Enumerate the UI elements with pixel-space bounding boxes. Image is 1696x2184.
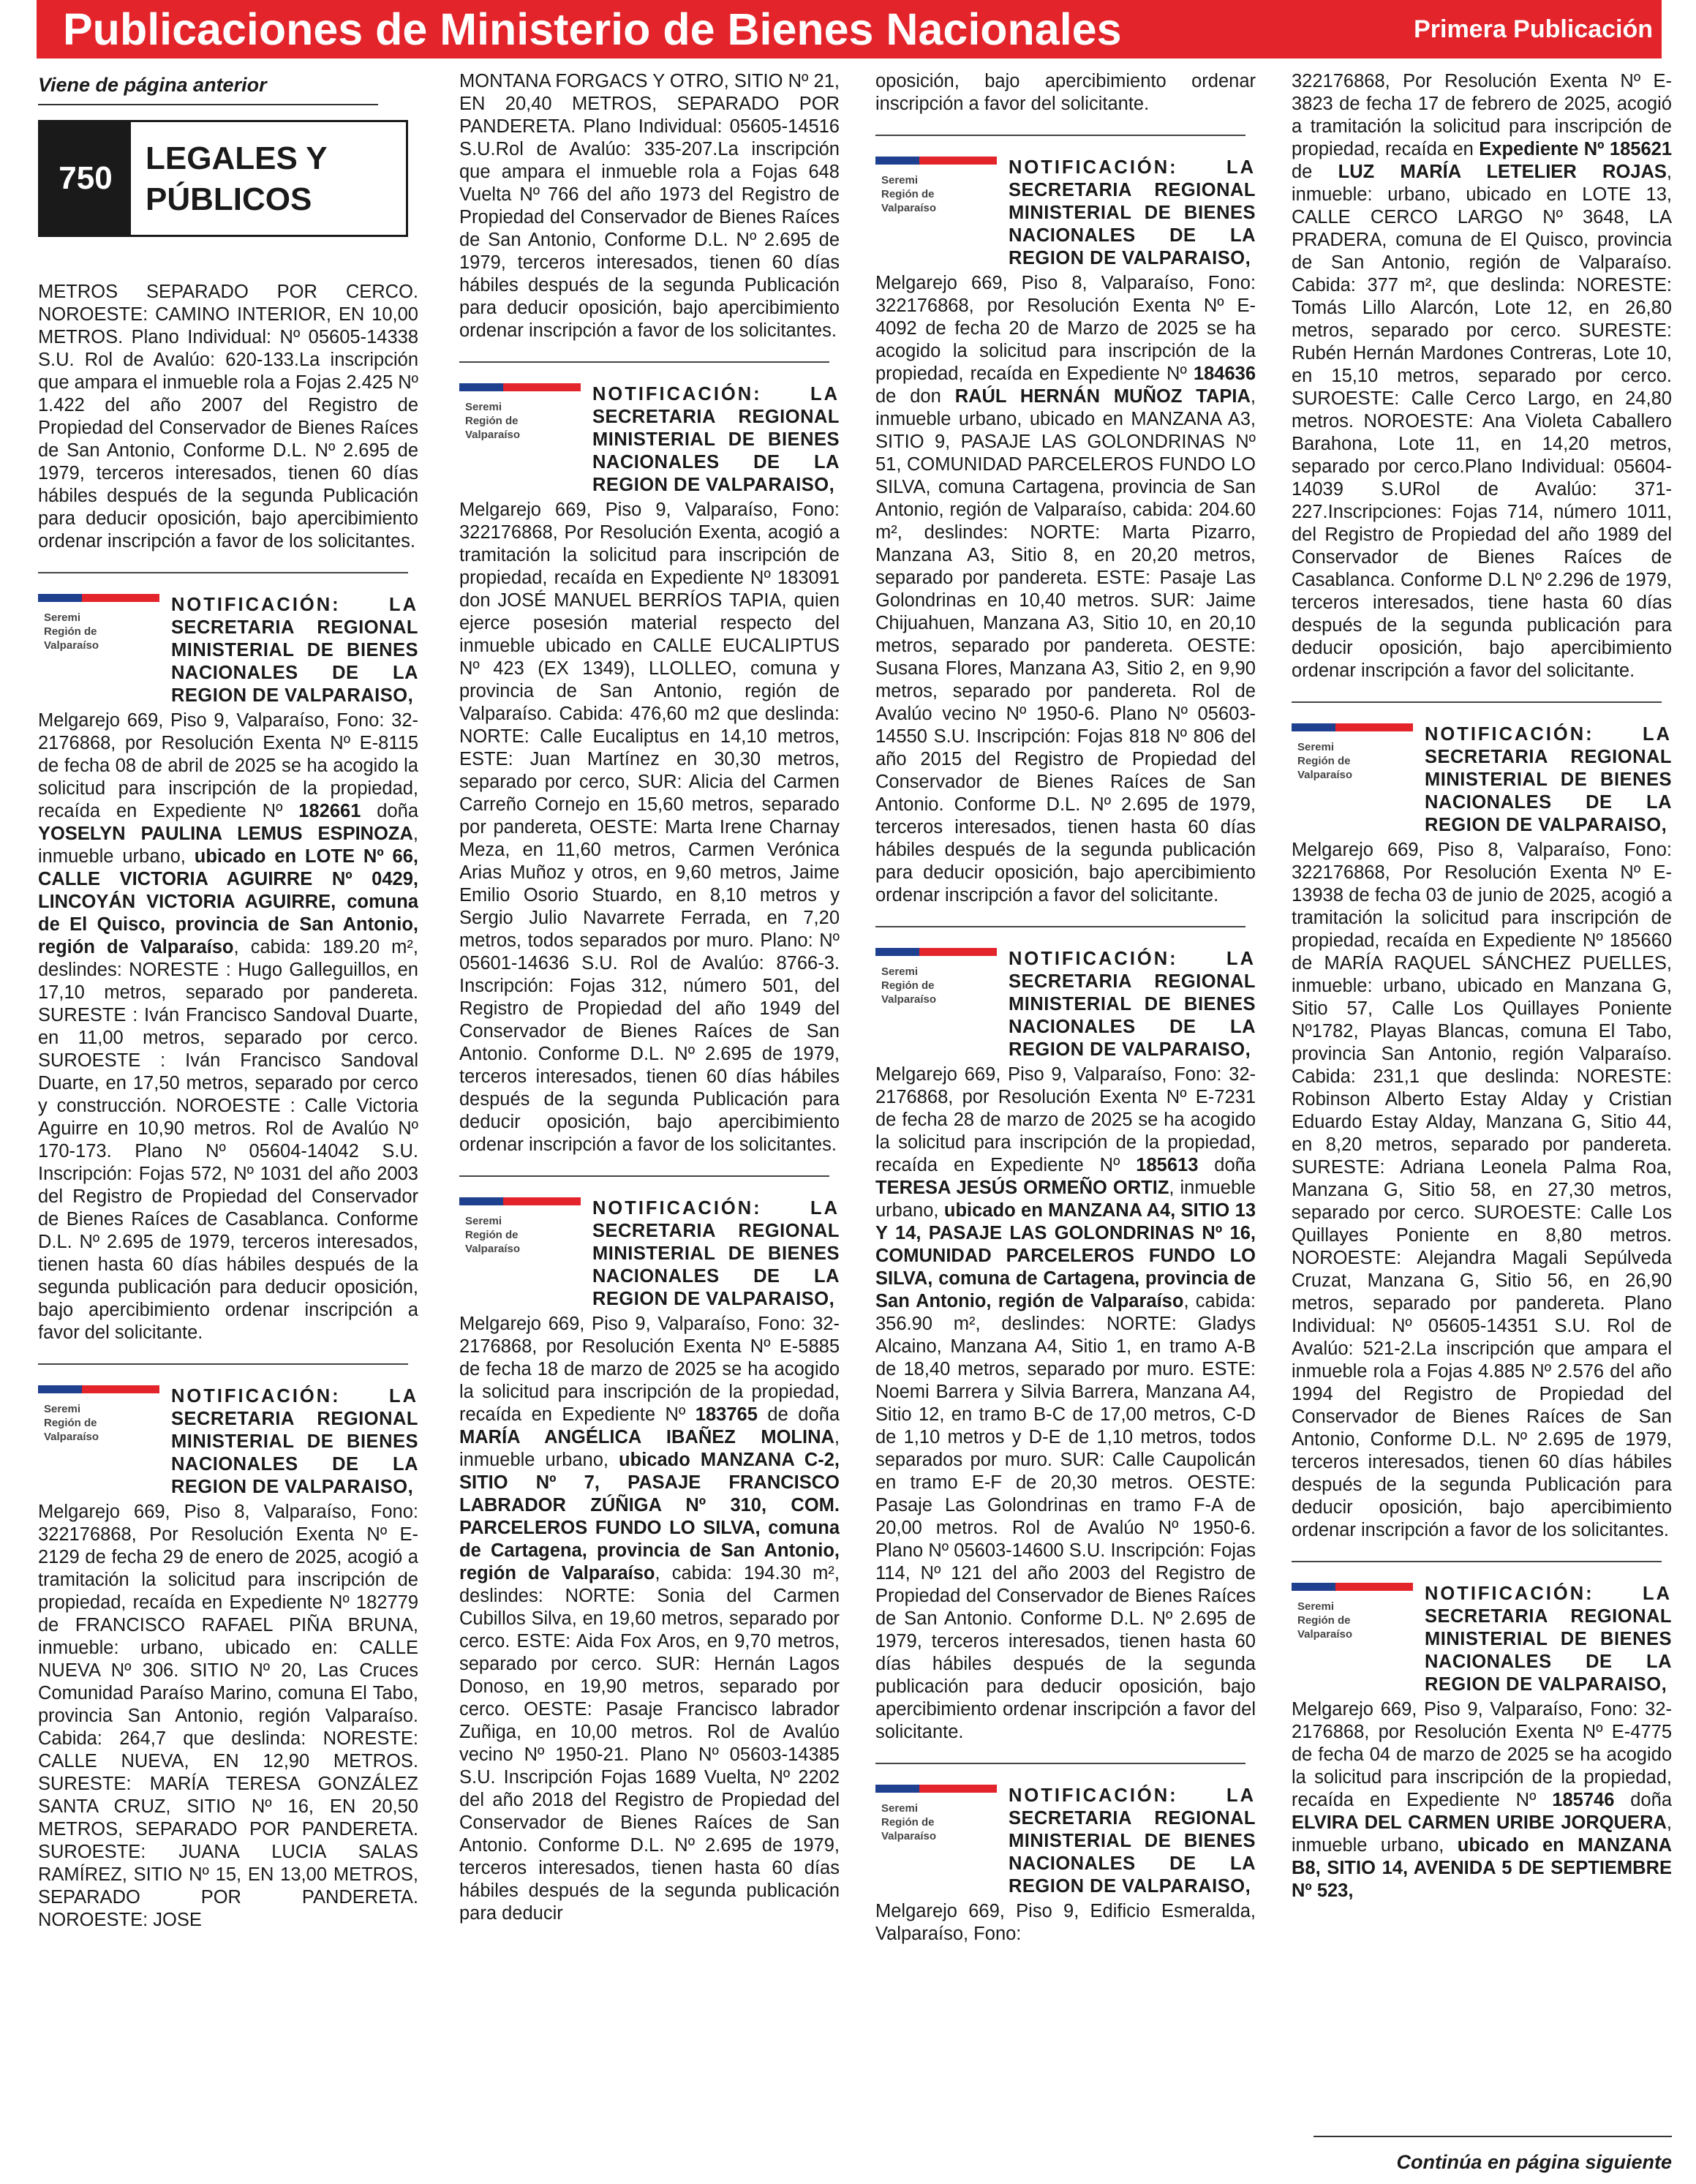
notice-heading	[1009, 948, 1256, 1061]
expediente-number: 184636	[1193, 364, 1256, 384]
seremi-logo-text: Seremi Región de Valparaíso	[44, 1403, 99, 1443]
seremi-logo	[1292, 723, 1413, 802]
notice-heading-label: NOTIFICACIÓN: LA	[592, 384, 840, 404]
seremi-logo-text: Seremi Región de Valparaíso	[881, 1802, 937, 1842]
column-4	[1292, 70, 1672, 2177]
notice-text: , inmueble urbano,	[1292, 1812, 1672, 1856]
expediente-number: Expediente Nº 185621	[1479, 139, 1672, 159]
notice-heading-body: SECRETARIA REGIONAL MINISTERIAL DE BIENES NACIONALES DE LA REGION DE VALPARAISO,	[1009, 180, 1256, 268]
notice-heading-label: NOTIFICACIÓN: LA	[1009, 1785, 1256, 1806]
notice-body	[875, 1063, 1256, 1744]
property-location: ubicado MANZANA C-2, SITIO Nº 7, PASAJE FRANCISCO LABRADOR ZÚÑIGA Nº 310, COM. PARCELEROS FUNDO LO SILVA, comuna de Cartagena, provincia de San Antonio, región de Valparaíso	[459, 1450, 840, 1584]
notice-heading	[1425, 723, 1672, 837]
notice-text: , inmueble urbano, ubicado en MANZANA A3, SITIO 9, PASAJE LAS GOLONDRINAS Nº 51, COMUNIDAD PARCELEROS FUNDO LO SILVA, comuna Cartagena, provincia de San Antonio, región de Valparaíso, cabida: 204.60 m², deslindes: NORTE: Marta Pizarro, Manzana A3, Sitio 8, en 20,20 metros, separado por pandereta. ESTE: Pasaje Las Golondrinas en 10,40 metros. SUR: Jaime Chijuahuen, Manzana A3, Sitio 10, en 20,10 metros, separado por pandereta. OESTE: Susana Flores, Manzana A3, Sitio 2, en 9,90 metros, separado por pandereta. Rol de Avalúo vecino Nº 1950-6. Plano Nº 05603-14550 S.U. Inscripción: Fojas 818 Nº 806 del año 2015 del Registro de Propiedad del Conservador de Bienes Raíces de San Antonio. Conforme D.L. Nº 2.695 de 1979, terceros interesados, tienen hasta 60 días hábiles después de la segunda publicación para deducir oposición, bajo apercibimiento ordenar inscripción a favor del solicitante.	[875, 386, 1256, 905]
notice-text: de don	[875, 386, 955, 407]
notice-heading	[1009, 1785, 1256, 1898]
divider	[875, 135, 1245, 136]
seremi-logo	[459, 383, 581, 462]
notice-text: , cabida: 356.90 m², deslindes: NORTE: Gladys Alcaino, Manzana A4, Sitio 1, en tramo A-B de 18,40 metros, separado por muro. ESTE: Noemi Barrera y Silvia Barrera, Manzana A4, Sitio 12, en tramo B-C de 17,00 metros, C-D de 1,10 metros y D-E de 1,10 metros, todos separados por muro. SUR: Calle Caupolicán en tramo E-F de 20,30 metros. OESTE: Pasaje Las Golondrinas en tramo F-A de 20,00 metros. Rol de Avalúo Nº 1950-6. Plano Nº 05603-14600 S.U. Inscripción: Fojas 114, Nº 121 del año 2003 del Registro de Propiedad del Conservador de Bienes Raíces de San Antonio. Conforme D.L. Nº 2.695 de 1979, terceros interesados, tienen hasta 60 días hábiles después de la segunda publicación para deducir oposición, bajo apercibimiento ordenar inscripción a favor del solicitante.	[875, 1291, 1256, 1742]
notice-text: de doña	[757, 1404, 840, 1425]
notice-heading-label: NOTIFICACIÓN: LA	[1009, 949, 1256, 969]
notice-body	[1292, 1698, 1672, 1902]
expediente-number: 183765	[695, 1404, 758, 1425]
notice-text: , inmueble: urbano, ubicado en LOTE 13, CALLE CERCO LARGO Nº 3648, LA PRADERA, comuna de El Quisco, provincia de San Antonio, región de Valparaíso. Cabida: 377 m², que deslinda: NORESTE: Tomás Lillo Alarcón, Lote 12, en 26,80 metros, separado por cerco. SURESTE: Rubén Hernán Mardones Contreras, Lote 10, en 15,10 metros, separado por cerco. SUROESTE: Calle Cerco Largo, en 24,80 metros. NOROESTE: Ana Violeta Caballero Barahona, Lote 11, en 14,20 metros, separado por cerco.Plano Individual: 05604-14039 S.URol de Avalúo: 371-227.Inscripciones: Fojas 714, número 1011, del Registro de Propiedad del año 1989 del Conservador de Bienes Raíces de Casablanca. Conforme D.L Nº 2.296 de 1979, terceros interesados, tiene hasta 60 días después de la segunda publicación para deducir oposición, bajo apercibimiento ordenar inscripción a favor del solicitante.	[1292, 162, 1672, 681]
notice-body: Melgarejo 669, Piso 8, Valparaíso, Fono: 322176868, Por Resolución Exenta Nº E-13938 de fecha 03 de junio de 2025, acogió a tramitación la solicitud para inscripción de propiedad, recaída en Expediente Nº 185660 de MARÍA RAQUEL SÁNCHEZ PUELLES, inmueble: urbano, ubicado en Manzana G, Sitio 57, Calle Los Quillayes Poniente Nº1782, Playas Blancas, comuna El Tabo, provincia San Antonio, región Valparaíso. Cabida: 231,1 que deslinda: NORESTE: Robinson Alberto Estay Alday y Cristian Eduardo Estay Alday, Manzana G, Sitio 44, en 8,20 metros, separado por pandereta. SURESTE: Adriana Leonela Palma Roa, Manzana G, Sitio 58, en 27,30 metros, separado por cerco. SUROESTE: Calle Los Quillayes Poniente en 8,80 metros. NOROESTE: Alejandra Magali Sepúlveda Cruzat, Manzana G, Sitio 56, en 26,90 metros, separado por pandereta. Plano Individual: Nº 05605-14351 S.U. Rol de Avalúo: 521-2.La inscripción que ampara el inmueble rola a Fojas 4.885 Nº 2.576 del año 1994 del Registro de Propiedad del Conservador de Bienes Raíces de San Antonio, Conforme D.L. Nº 2.695 de 1979, terceros interesados, tienen 60 días hábiles después de la segunda Publicación para deducir oposición, bajo apercibimiento ordenar inscripción a favor de los solicitantes.	[1292, 840, 1672, 1540]
property-location: ubicado en LOTE Nº 66, CALLE VICTORIA AGUIRRE Nº 0429, LINCOYÁN VICTORIA AGUIRRE, comuna de El Quisco, provincia de San Antonio, región de Valparaíso	[38, 846, 418, 957]
divider	[875, 926, 1245, 927]
notice	[38, 594, 418, 1344]
notice-heading-label: NOTIFICACIÓN: LA	[171, 1386, 418, 1407]
page-title: Publicaciones de Ministerio de Bienes Nacionales	[63, 4, 1122, 54]
seremi-logo	[875, 1785, 997, 1864]
notice-heading-body: SECRETARIA REGIONAL MINISTERIAL DE BIENES NACIONALES DE LA REGION DE VALPARAISO,	[1009, 971, 1256, 1060]
column-1	[38, 70, 418, 2177]
notice-heading	[1009, 157, 1256, 270]
notice-body: Melgarejo 669, Piso 9, Valparaíso, Fono: 322176868, Por Resolución Exenta, acogió a tramitación la solicitud para inscripción de propiedad, recaída en Expediente Nº 183091 don JOSÉ MANUEL BERRÍOS TAPIA, quien ejerce posesión material respecto del inmueble ubicado en CALLE EUCALIPTUS Nº 423 (EX 1349), LLOLLEO, comuna y provincia de San Antonio, región de Valparaíso. Cabida: 476,60 m2 que deslinda: NORTE: Calle Eucaliptus en 14,10 metros, ESTE: Juan Martínez en 30,30 metros, separado por cerco, SUR: Alicia del Carmen Carreño Cornejo en 15,60 metros, separado por pandereta, OESTE: Marta Irene Charnay Meza, en 11,60 metros, Carmen Verónica Arias Muñoz y otros, en 9,60 metros, Jaime Emilio Osorio Stuardo, en 8,10 metros y Sergio Julio Navarrete Ferrada, en 7,20 metros, todos separados por muro. Plano: Nº 05601-14636 S.U. Rol de Avalúo: 8766-3. Inscripción: Fojas 312, número 501, del Registro de Propiedad del año 1949 del Conservador de Bienes Raíces de San Antonio. Conforme D.L. Nº 2.695 de 1979, terceros interesados, tienen 60 días hábiles después de la segunda Publicación para deducir oposición, bajo apercibimiento ordenar inscripción a favor de los solicitantes.	[459, 500, 840, 1155]
notice-text: , inmueble urbano,	[875, 1178, 1256, 1221]
divider	[38, 572, 408, 573]
column-3	[875, 70, 1256, 2177]
notice-heading-label: NOTIFICACIÓN: LA	[1009, 157, 1256, 178]
notice	[875, 1785, 1256, 1946]
seremi-logo-text: Seremi Región de Valparaíso	[465, 1215, 521, 1255]
divider	[875, 1763, 1245, 1764]
applicant-name: RAÚL HERNÁN MUÑOZ TAPIA	[954, 386, 1251, 407]
notice-heading-body: SECRETARIA REGIONAL MINISTERIAL DE BIENES NACIONALES DE LA REGION DE VALPARAISO,	[1425, 1606, 1672, 1695]
notice-heading	[592, 383, 840, 497]
expediente-number: 185613	[1136, 1155, 1199, 1175]
seremi-logo-text: Seremi Región de Valparaíso	[1297, 741, 1353, 781]
notice-heading	[1425, 1583, 1672, 1696]
divider	[459, 361, 829, 363]
divider	[38, 1363, 408, 1365]
notice-continuation	[1292, 70, 1672, 682]
notice-body: Melgarejo 669, Piso 9, Edificio Esmeralda, Valparaíso, Fono:	[875, 1901, 1256, 1944]
section-title: LEGALES Y PÚBLICOS	[146, 140, 328, 217]
seremi-logo	[459, 1197, 581, 1276]
notice-text: Melgarejo 669, Piso 8, Valparaíso, Fono: 322176868, por Resolución Exenta Nº E-4092 de fecha 20 de Marzo de 2025 se ha acogido la solicitud para inscripción de la propiedad, recaída en Expediente Nº	[875, 273, 1256, 384]
notice-text: doña	[1198, 1155, 1256, 1175]
seremi-logo-text: Seremi Región de Valparaíso	[881, 965, 937, 1006]
divider	[1292, 1561, 1662, 1562]
notice-body	[875, 272, 1256, 907]
notice-heading	[171, 1385, 418, 1499]
seremi-logo-text: Seremi Región de Valparaíso	[44, 611, 99, 652]
notice-heading-body: SECRETARIA REGIONAL MINISTERIAL DE BIENES NACIONALES DE LA REGION DE VALPARAISO,	[171, 617, 418, 706]
seremi-logo	[1292, 1583, 1413, 1662]
notice	[875, 157, 1256, 907]
applicant-name: ELVIRA DEL CARMEN URIBE JORQUERA	[1292, 1812, 1667, 1833]
seremi-logo	[38, 594, 159, 673]
notice-text: Melgarejo 669, Piso 9, Valparaíso, Fono: 32-2176868, por Resolución Exenta Nº E-5885 de fecha 18 de marzo de 2025 se ha acogido la solicitud para inscripción de la propiedad, recaída en Expediente Nº	[459, 1314, 840, 1425]
page-header	[37, 0, 1662, 59]
notice-heading-body: SECRETARIA REGIONAL MINISTERIAL DE BIENES NACIONALES DE LA REGION DE VALPARAISO,	[171, 1409, 418, 1497]
notice-text: de	[1292, 162, 1338, 182]
notice-heading-label: NOTIFICACIÓN: LA	[1425, 1584, 1672, 1604]
notice-heading	[592, 1197, 840, 1311]
notice-text: , cabida: 189.20 m², deslindes: NORESTE : Hugo Galleguillos, en 17,10 metros, separado por pandereta. SURESTE : Iván Francisco Sandoval Duarte, en 11,00 metros, separado por cerco. SUROESTE : Iván Francisco Sandoval Duarte, en 17,50 metros, separado por cerco y construcción. NOROESTE : Calle Victoria Aguirre en 10,90 metros. Rol de Avalúo Nº 170-173. Plano Nº 05604-14042 S.U. Inscripción: Fojas 572, Nº 1031 del año 2003 del Registro de Propiedad del Conservador de Bienes Raíces de Casablanca. Conforme D.L. Nº 2.695 de 1979, terceros interesados, tienen hasta 60 días hábiles después de la segunda publicación para deducir oposición, bajo apercibimiento ordenar inscripción a favor del solicitante.	[38, 937, 418, 1343]
expediente-number: 185746	[1552, 1790, 1615, 1810]
notice-body	[459, 1313, 840, 1925]
applicant-name: LUZ MARÍA LETELIER ROJAS	[1338, 162, 1667, 182]
notice	[1292, 723, 1672, 1542]
applicant-name: MARÍA ANGÉLICA IBAÑEZ MOLINA	[459, 1427, 834, 1447]
notice-text: 322176868, Por Resolución Exenta Nº E-3823 de fecha 17 de febrero de 2025, acogió a tramitación la solicitud para inscripción de propiedad, recaída en	[1292, 71, 1672, 159]
divider	[459, 1175, 829, 1177]
applicant-name: TERESA JESÚS ORMEÑO ORTIZ	[875, 1178, 1169, 1198]
seremi-logo	[875, 157, 997, 236]
notice-heading-body: SECRETARIA REGIONAL MINISTERIAL DE BIENES NACIONALES DE LA REGION DE VALPARAISO,	[1009, 1808, 1256, 1897]
notice	[1292, 1583, 1672, 1902]
notice-text: doña	[1614, 1790, 1672, 1810]
notice-text: , cabida: 194.30 m², deslindes: NORTE: Sonia del Carmen Cubillos Silva, en 19,60 metros, separado por cerco. ESTE: Aida Fox Aros, en 9,70 metros, separado por cerco. SUR: Hernán Lagos Donoso, en 19,90 metros, separado por cerco. OESTE: Pasaje Francisco labrador Zuñiga, en 10,00 metros. Rol de Avalúo vecino Nº 1950-21. Plano Nº 05603-14385 S.U. Inscripción Fojas 1689 Vuelta, Nº 2202 del año 2018 del Registro de Propiedad del Conservador de Bienes Raíces de San Antonio. Conforme D.L. Nº 2.695 de 1979, terceros interesados, tienen hasta 60 días hábiles después de la segunda publicación para deducir	[459, 1563, 840, 1924]
seremi-logo	[38, 1385, 159, 1464]
notice-text: , inmueble urbano,	[459, 1427, 840, 1470]
continued-from-label: Viene de página anterior	[38, 70, 378, 105]
notice-heading	[171, 594, 418, 707]
notice-continuation: MONTANA FORGACS Y OTRO, SITIO Nº 21, EN 20,40 METROS, SEPARADO POR PANDERETA. Plano Individual: 05605-14516 S.U.Rol de Avalúo: 335-207.La inscripción que ampara el inmueble rola a Fojas 648 Vuelta Nº 766 del año 1973 del Registro de Propiedad del Conservador de Bienes Raíces de San Antonio, Conforme D.L. Nº 2.695 de 1979, terceros interesados, tienen 60 días hábiles después de la segunda Publicación para deducir oposición, bajo apercibimiento ordenar inscripción a favor de los solicitantes.	[459, 71, 840, 341]
divider	[1314, 2136, 1672, 2137]
notice	[459, 1197, 840, 1925]
notice-heading-label: NOTIFICACIÓN: LA	[171, 595, 418, 615]
notice-text: Melgarejo 669, Piso 9, Valparaíso, Fono: 32-2176868, por Resolución Exenta Nº E-8115 de fecha 08 de abril de 2025 se ha acogido la solicitud para inscripción de la propiedad, recaída en Expediente Nº	[38, 710, 418, 821]
property-location: ubicado en MANZANA B8, SITIO 14, AVENIDA 5 DE SEPTIEMBRE Nº 523,	[1292, 1835, 1672, 1901]
section-box	[38, 120, 408, 237]
notice	[875, 948, 1256, 1744]
publication-badge: Primera Publicación	[1414, 15, 1653, 43]
section-number: 750	[40, 122, 131, 235]
notice-continuation: oposición, bajo apercibimiento ordenar inscripción a favor del solicitante.	[875, 71, 1256, 114]
applicant-name: YOSELYN PAULINA LEMUS ESPINOZA	[38, 824, 413, 844]
notice-heading-body: SECRETARIA REGIONAL MINISTERIAL DE BIENES NACIONALES DE LA REGION DE VALPARAISO,	[592, 1221, 840, 1309]
notice-body: Melgarejo 669, Piso 8, Valparaíso, Fono: 322176868, Por Resolución Exenta Nº E-2129 de fecha 29 de enero de 2025, acogió a tramitación la solicitud para inscripción de propiedad, recaída en Expediente Nº 182779 de FRANCISCO RAFAEL PIÑA BRUNA, inmueble: urbano, ubicado en: CALLE NUEVA Nº 306. SITIO Nº 20, Las Cruces Comunidad Paraíso Marino, comuna El Tabo, provincia San Antonio, región Valparaíso. Cabida: 264,7 que deslinda: NORESTE: CALLE NUEVA, EN 12,90 METROS. SURESTE: MARÍA TERESA GONZÁLEZ SANTA CRUZ, SITIO Nº 16, EN 20,50 METROS, SEPARADO POR PANDERETA. SUROESTE: JUANA LUCIA SALAS RAMÍREZ, SITIO Nº 15, EN 13,00 METROS, SEPARADO POR PANDERETA. NOROESTE: JOSE	[38, 1502, 418, 1930]
notice-heading-body: SECRETARIA REGIONAL MINISTERIAL DE BIENES NACIONALES DE LA REGION DE VALPARAISO,	[592, 407, 840, 495]
notice-text: Melgarejo 669, Piso 9, Valparaíso, Fono: 32-2176868, por Resolución Exenta Nº E-4775 de fecha 04 de marzo de 2025 se ha acogido la solicitud para inscripción de la propiedad, recaída en Expediente Nº	[1292, 1699, 1672, 1810]
expediente-number: 182661	[298, 801, 361, 821]
notice-text: Melgarejo 669, Piso 9, Valparaíso, Fono: 32-2176868, por Resolución Exenta Nº E-7231 de fecha 28 de marzo de 2025 se ha acogido la solicitud para inscripción de la propiedad, recaída en Expediente Nº	[875, 1064, 1256, 1175]
notice-body	[38, 709, 418, 1344]
continued-on-footer	[1292, 2136, 1672, 2177]
seremi-logo-text: Seremi Región de Valparaíso	[465, 401, 521, 441]
notice-heading-body: SECRETARIA REGIONAL MINISTERIAL DE BIENES NACIONALES DE LA REGION DE VALPARAISO,	[1425, 747, 1672, 835]
column-2	[459, 70, 840, 2177]
notice-heading-label: NOTIFICACIÓN: LA	[1425, 724, 1672, 745]
notice	[459, 383, 840, 1156]
notice-text: , inmueble urbano,	[38, 824, 418, 867]
seremi-logo-text: Seremi Región de Valparaíso	[1297, 1600, 1353, 1641]
seremi-logo	[875, 948, 997, 1027]
property-location: ubicado en MANZANA A4, SITIO 13 Y 14, PASAJE LAS GOLONDRINAS Nº 16, COMUNIDAD PARCELEROS FUNDO LO SILVA, comuna de Cartagena, provincia de San Antonio, región de Valparaíso	[875, 1200, 1256, 1311]
divider	[1292, 701, 1662, 703]
continued-on-label: Continúa en página siguiente	[1396, 2151, 1672, 2173]
notice	[38, 1385, 418, 1932]
notice-continuation: METROS SEPARADO POR CERCO. NOROESTE: CAMINO INTERIOR, EN 10,00 METROS. Plano Individual: Nº 05605-14338 S.U. Rol de Avalúo: 620-133.La inscripción que ampara el inmueble rola a Fojas 2.425 Nº 1.422 del año 2007 del Registro de Propiedad del Conservador de Bienes Raíces de San Antonio, Conforme D.L. Nº 2.695 de 1979, terceros interesados, tienen 60 días hábiles después de la segunda Publicación para deducir oposición, bajo apercibimiento ordenar inscripción a favor de los solicitantes.	[38, 282, 418, 551]
notice-heading-label: NOTIFICACIÓN: LA	[592, 1198, 840, 1219]
seremi-logo-text: Seremi Región de Valparaíso	[881, 174, 937, 214]
notice-text: doña	[361, 801, 418, 821]
